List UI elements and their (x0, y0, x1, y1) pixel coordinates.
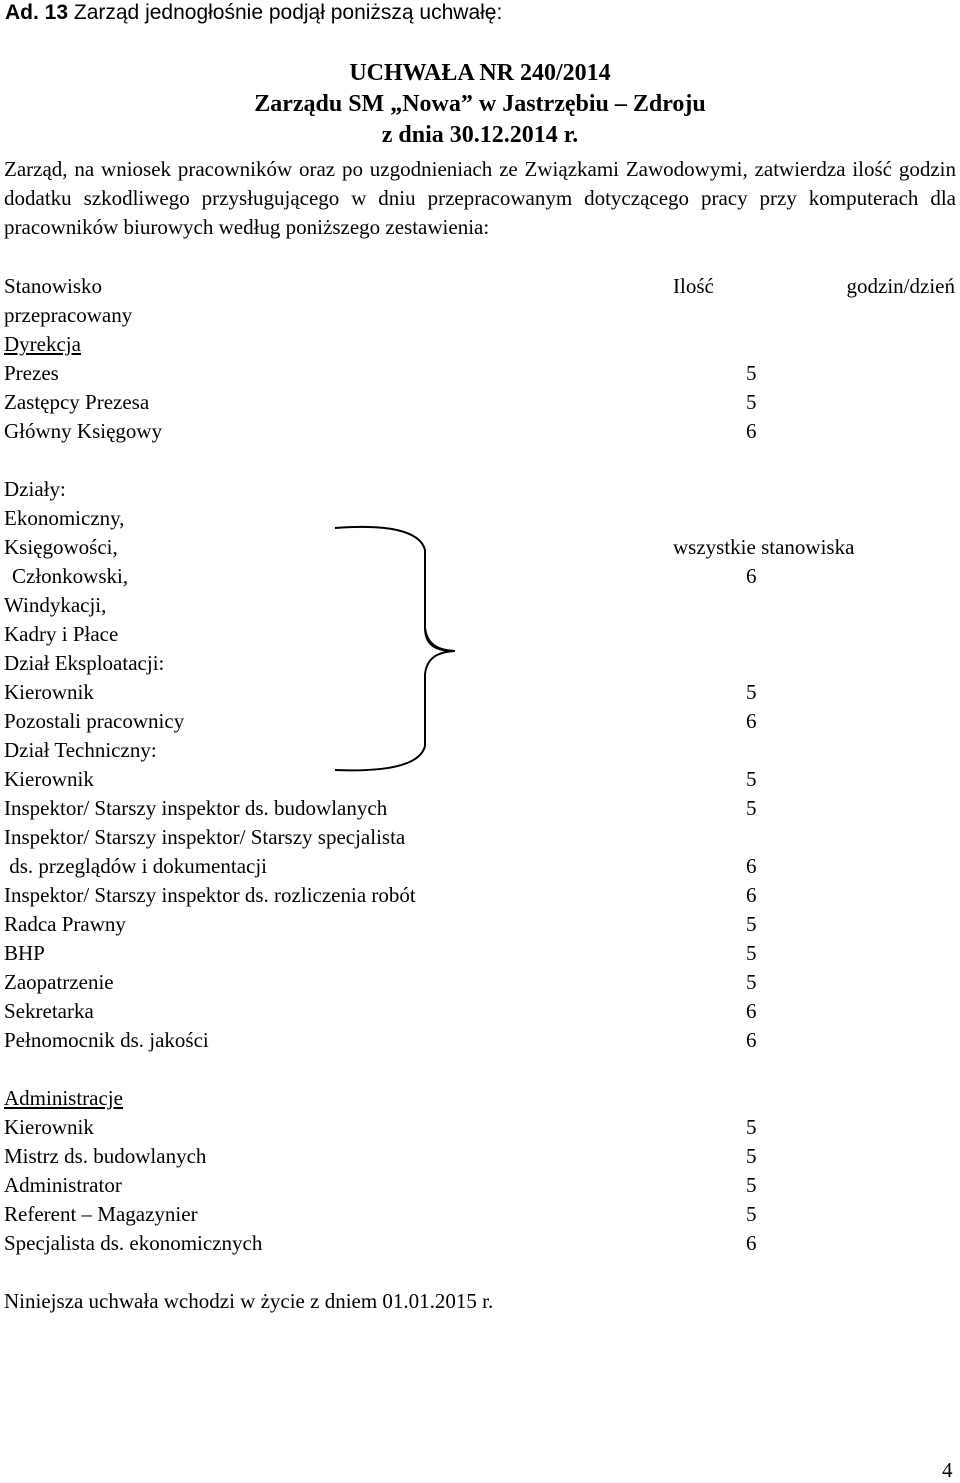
row-label: Zaopatrzenie (4, 970, 114, 994)
row-label: Zastępcy Prezesa (4, 390, 150, 414)
row-label: Kierownik (4, 767, 94, 791)
header-col-stanowisko: Stanowisko (4, 274, 103, 298)
row-label: Mistrz ds. budowlanych (4, 1144, 207, 1168)
row-label: BHP (4, 941, 45, 965)
page-number: 4 (942, 1458, 953, 1482)
row-label: Główny Księgowy (4, 419, 163, 443)
title-line-1: UCHWAŁA NR 240/2014 (349, 60, 611, 86)
row-label: ds. przeglądów i dokumentacji (4, 854, 268, 878)
group-note: wszystkie stanowiska (673, 535, 855, 559)
curly-brace-graphic (325, 520, 465, 776)
row-label: Referent – Magazynier (4, 1202, 198, 1226)
row-value: 5 (746, 796, 757, 820)
row-value: 6 (746, 999, 757, 1023)
row-value: 6 (746, 1231, 757, 1255)
section-heading-eksploatacja: Dział Eksploatacji: (4, 651, 165, 675)
resolution-title (0, 58, 960, 151)
header-col-ilosc: Ilość (673, 274, 714, 298)
group-item: Członkowski, (12, 564, 129, 588)
agenda-item-number: Ad. 13 (5, 1, 69, 24)
header-col-przepracowany: przepracowany (4, 303, 133, 327)
group-item: Kadry i Płace (4, 622, 119, 646)
row-value: 5 (746, 941, 757, 965)
row-value: 5 (746, 767, 757, 791)
header-col-godzin: godzin/dzień (846, 274, 955, 298)
row-label: Administrator (4, 1173, 122, 1197)
row-value: 5 (746, 1173, 757, 1197)
intro-paragraph: Zarząd, na wniosek pracowników oraz po uzgodnieniach ze Związkami Zawodowymi, zatwierdza ilość godzin dodatku szkodliwego przysługującego w dniu przepracowanym dotyczącego pracy przy komputerach dla pracowników biurowych według poniższego zestawienia: (4, 157, 956, 239)
row-value: 5 (746, 680, 757, 704)
row-label: Pozostali pracownicy (4, 709, 185, 733)
row-label: Kierownik (4, 1115, 94, 1139)
section-heading-techniczny: Dział Techniczny: (4, 738, 157, 762)
row-label: Specjalista ds. ekonomicznych (4, 1231, 263, 1255)
row-value: 5 (746, 1115, 757, 1139)
row-label: Kierownik (4, 680, 94, 704)
row-value: 5 (746, 970, 757, 994)
row-label: Inspektor/ Starszy inspektor ds. budowlanych (4, 796, 388, 820)
group-item: Ekonomiczny, (4, 506, 125, 530)
title-line-3: z dnia 30.12.2014 r. (381, 122, 579, 148)
section-heading-dzialy: Działy: (4, 477, 66, 501)
row-value: 6 (746, 419, 757, 443)
row-label: Sekretarka (4, 999, 94, 1023)
row-label: Radca Prawny (4, 912, 126, 936)
group-value: 6 (746, 564, 757, 588)
row-label: Inspektor/ Starszy inspektor/ Starszy specjalista (4, 825, 406, 849)
row-value: 5 (746, 361, 757, 385)
row-value: 5 (746, 1202, 757, 1226)
title-line-2: Zarządu SM „Nowa” w Jastrzębiu – Zdroju (254, 91, 706, 117)
section-heading-administracje: Administracje (4, 1086, 123, 1110)
row-value: 6 (746, 709, 757, 733)
group-item: Windykacji, (4, 593, 107, 617)
row-value: 5 (746, 1144, 757, 1168)
row-label: Prezes (4, 361, 59, 385)
group-item: Księgowości, (4, 535, 118, 559)
section-heading-dyrekcja: Dyrekcja (4, 332, 81, 356)
row-value: 5 (746, 390, 757, 414)
row-value: 6 (746, 1028, 757, 1052)
row-label: Pełnomocnik ds. jakości (4, 1028, 209, 1052)
intro-text: Zarząd jednogłośnie podjął poniższą uchwałę: (73, 1, 503, 24)
row-label: Inspektor/ Starszy inspektor ds. rozliczenia robót (4, 883, 416, 907)
row-value: 6 (746, 854, 757, 878)
effective-date-text: Niniejsza uchwała wchodzi w życie z dniem 01.01.2015 r. (4, 1289, 494, 1313)
row-value: 5 (746, 912, 757, 936)
intro-header (5, 0, 502, 26)
row-value: 6 (746, 883, 757, 907)
